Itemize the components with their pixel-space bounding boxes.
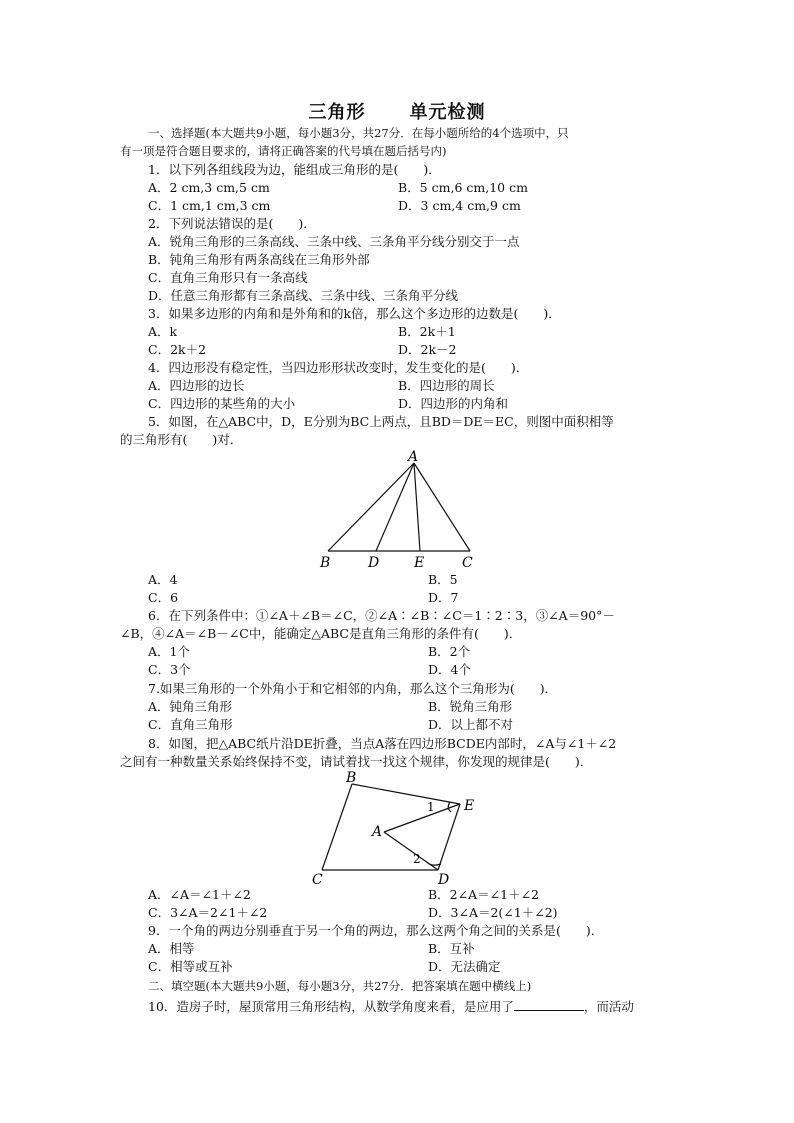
q8-option-c: C．3∠A＝2∠1＋∠2 [148,905,268,920]
q1-option-b: B．5 cm,6 cm,10 cm [398,180,528,195]
q8-label-d: D [438,872,450,888]
q5-option-a: A．4 [148,572,178,587]
q9-option-c: C．相等或互补 [148,959,233,974]
q8-angle2-arc [427,862,441,865]
q7-option-a: A．钝角三角形 [148,699,233,714]
q8-label-angle2: 2 [413,852,421,866]
title-part1: 三角形 [308,102,366,123]
q7-option-b: B．锐角三角形 [428,699,513,714]
q5-label-a: A [408,449,419,465]
q6-option-c: C．3个 [148,662,191,677]
q10-stem [148,996,634,1016]
q9-option-a: A．相等 [148,941,195,956]
q6-stem: 6．在下列条件中：①∠A＋∠B＝∠C，②∠A∶∠B∶∠C＝1∶2∶3，③∠A＝90°－ [148,608,615,623]
q2-option-a: A．锐角三角形的三条高线、三条中线、三条角平分线分别交于一点 [148,234,520,249]
q10-answer-blank[interactable] [514,996,584,1011]
q8-stem-cont: 之间有一种数量关系始终保持不变，请试着找一找这个规律，你发现的规律是( )． [120,754,593,769]
q3-stem: 3．如果多边形的内角和是外角和的k倍，那么这个多边形的边数是( )． [148,306,561,321]
q9-option-d: D．无法确定 [428,959,501,974]
q7-option-c: C．直角三角形 [148,717,233,732]
q2-option-b: B．钝角三角形有两条高线在三角形外部 [148,252,370,267]
q1-option-d: D．3 cm,4 cm,9 cm [398,198,521,213]
q6-option-b: B．2个 [428,644,471,659]
q6-option-d: D．4个 [428,662,471,677]
q3-option-d: D．2k－2 [398,342,457,357]
q5-segment-ad [376,463,414,551]
q5-segment-ac [414,463,470,551]
q8-segment-bc [322,784,352,870]
q8-label-e: E [464,798,475,814]
q8-segment-eb [352,784,460,804]
q3-option-a: A．k [148,324,178,339]
q5-label-d: D [368,555,380,571]
q5-label-b: B [320,555,331,571]
q1-option-a: A．2 cm,3 cm,5 cm [148,180,270,195]
q5-option-b: B．5 [428,572,458,587]
q5-stem-cont: 的三角形有( )对． [120,432,243,447]
q4-stem: 4．四边形没有稳定性，当四边形形状改变时，发生变化的是( )． [148,360,529,375]
q8-label-angle1: 1 [427,800,435,814]
q8-fold-figure [310,768,490,888]
q5-label-e: E [414,555,425,571]
q10-stem-before: 10．造房子时，屋顶常用三角形结构，从数学角度来看，是应用了 [148,999,514,1014]
q6-option-a: A．1个 [148,644,190,659]
q2-stem: 2．下列说法错误的是( )． [148,216,316,231]
q8-label-c: C [312,872,323,888]
q5-triangle-figure [310,445,490,573]
q8-option-b: B．2∠A＝∠1＋∠2 [428,887,539,902]
q1-option-c: C．1 cm,1 cm,3 cm [148,198,271,213]
q5-segment-ae [414,463,420,551]
q2-option-c: C．直角三角形只有一条高线 [148,270,308,285]
q8-stem: 8．如图，把△ABC纸片沿DE折叠，当点A落在四边形BCDE内部时，∠A与∠1＋∠2 [148,736,617,751]
q3-option-b: B．2k＋1 [398,324,456,339]
q4-option-d: D．四边形的内角和 [398,396,509,411]
q3-option-c: C．2k＋2 [148,342,207,357]
q8-label-a: A [372,824,383,840]
q8-segment-de [438,804,460,870]
q5-label-c: C [462,555,473,571]
q10-stem-after: ，而活动 [583,999,634,1014]
q8-option-a: A．∠A＝∠1＋∠2 [148,887,251,902]
q9-stem: 9．一个角的两边分别垂直于另一个角的两边，那么这两个角之间的关系是( )． [148,923,604,938]
q1-stem: 1．以下列各组线段为边，能组成三角形的是( )． [148,162,441,177]
q4-option-b: B．四边形的周长 [398,378,495,393]
page-title [0,98,794,124]
q4-option-a: A．四边形的边长 [148,378,245,393]
section2-heading: 二、填空题(本大题共9小题，每小题3分，共27分．把答案填在题中横线上) [148,979,532,993]
q5-stem: 5．如图，在△ABC中，D，E分别为BC上两点，且BD＝DE＝EC，则图中面积相等 [148,414,614,429]
q8-label-b: B [346,770,357,786]
q4-option-c: C．四边形的某些角的大小 [148,396,296,411]
title-part2: 单元检测 [409,102,486,123]
section1-heading: 一、选择题(本大题共9小题，每小题3分，共27分．在每小题所给的4个选项中，只 [148,126,569,140]
q7-option-d: D．以上都不对 [428,717,514,732]
q5-option-d: D．7 [428,590,459,605]
section1-heading-cont: 有一项是符合题目要求的，请将正确答案的代号填在题后括号内) [120,144,447,158]
q7-stem: 7.如果三角形的一个外角小于和它相邻的内角，那么这个三角形为( )． [148,681,558,696]
q9-option-b: B．互补 [428,941,475,956]
q2-option-d: D．任意三角形都有三条高线、三条中线、三条角平分线 [148,288,459,303]
q5-option-c: C．6 [148,590,179,605]
q8-option-d: D．3∠A＝2(∠1＋∠2) [428,905,558,920]
q6-stem-cont: ∠B，④∠A＝∠B－∠C中，能确定△ABC是直角三角形的条件有( )． [120,626,522,641]
q5-segment-ab [328,463,414,551]
